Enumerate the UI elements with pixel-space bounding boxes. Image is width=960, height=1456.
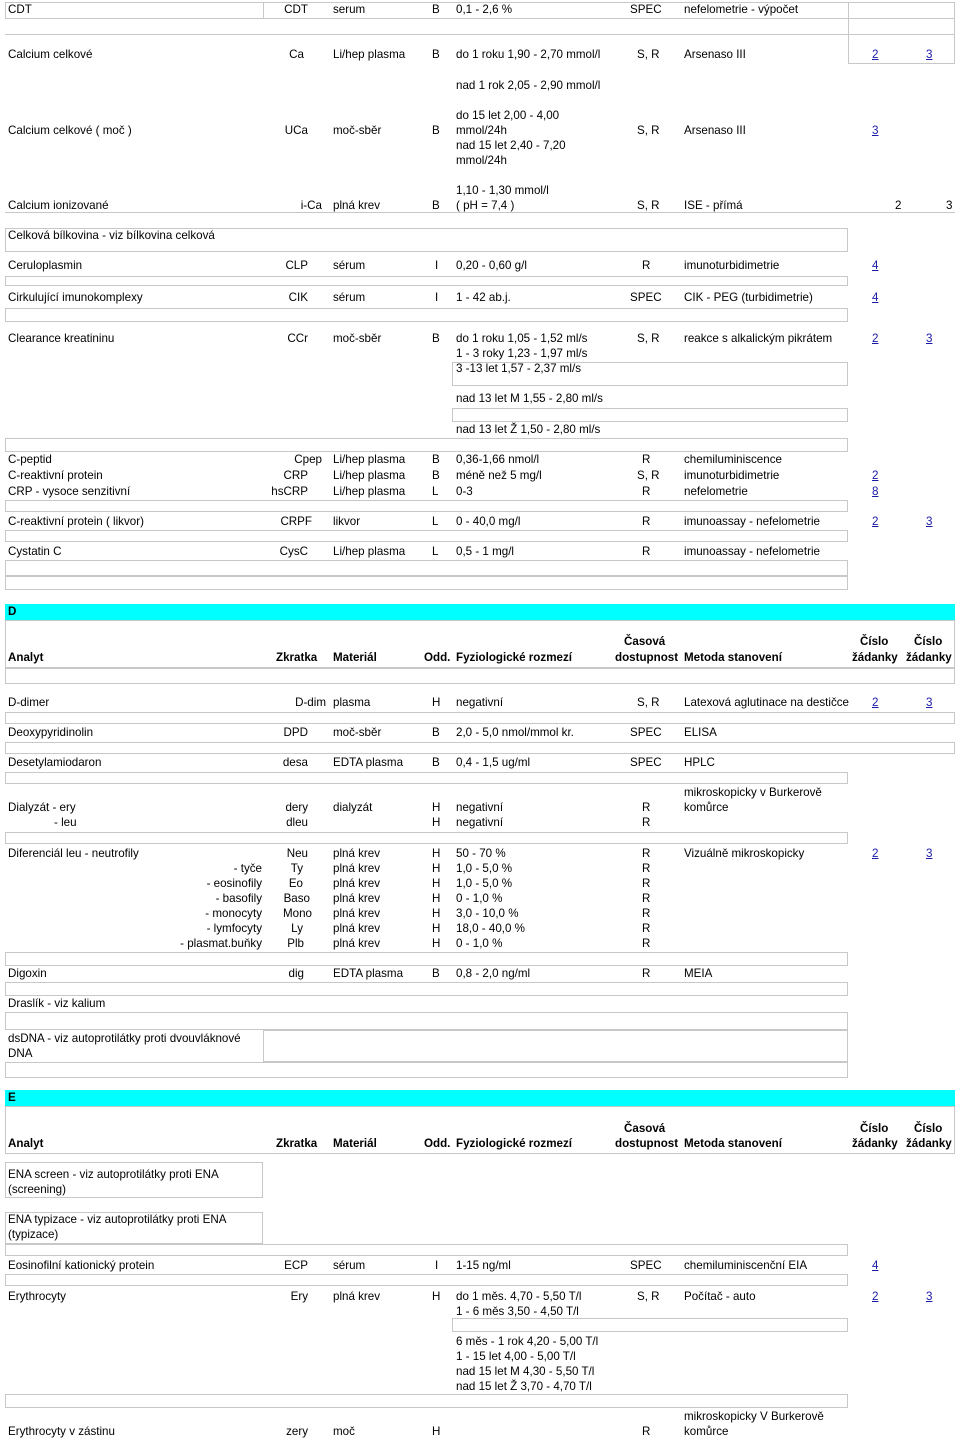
- row-ly-time: R: [642, 922, 651, 935]
- row-crpf-time: R: [642, 515, 651, 528]
- row-eo-time: R: [642, 877, 651, 890]
- row-eo-odd: H: [432, 877, 441, 890]
- row-zery-material: moč: [333, 1425, 355, 1438]
- grid-cell: [5, 1394, 848, 1408]
- grid-cell: [5, 668, 955, 684]
- col-header-e-analyt: Analyt: [8, 1137, 44, 1150]
- row-dleu-abbr: dleu: [286, 816, 308, 829]
- row-plb-abbr: Plb: [287, 937, 304, 950]
- row-cdt-material: serum: [333, 3, 366, 16]
- grid-cell: [5, 982, 848, 996]
- row-uca-ref-d: mmol/24h: [456, 154, 507, 167]
- row-baso-ref: 0 - 1,0 %: [456, 892, 503, 905]
- row-neu-ref: 50 - 70 %: [456, 847, 506, 860]
- row-ccr-name: Clearance kreatininu: [8, 332, 115, 345]
- row-crpf-name: C-reaktivní protein ( likvor): [8, 515, 144, 528]
- row-crp-abbr: CRP: [283, 469, 308, 482]
- row-uca-ref-c: nad 15 let 2,40 - 7,20: [456, 139, 566, 152]
- row-neu-abbr: Neu: [286, 847, 308, 860]
- row-ty-time: R: [642, 862, 651, 875]
- row-ca-abbr: Ca: [289, 48, 304, 61]
- row-crp-method: imunoturbidimetrie: [684, 469, 780, 482]
- row-crpf-request-link-2[interactable]: 3: [926, 515, 933, 528]
- row-ery-material: plná krev: [333, 1290, 381, 1303]
- row-cpep-name: C-peptid: [8, 453, 52, 466]
- row-crpf-material: likvor: [333, 515, 361, 528]
- row-ica-name: Calcium ionizované: [8, 199, 109, 212]
- row-ecp-request-link-1[interactable]: 4: [872, 1259, 879, 1272]
- row-baso-name: - basofily: [215, 892, 262, 905]
- col-header-material: Materiál: [333, 651, 377, 664]
- row-ddim-odd: H: [432, 696, 441, 709]
- row-ery-ref-6: nad 15 let Ž 3,70 - 4,70 T/l: [456, 1380, 592, 1393]
- row-dsdna-name-a: dsDNA - viz autoprotilátky proti dvouvláknové: [8, 1032, 241, 1045]
- row-zery-abbr: zery: [286, 1425, 308, 1438]
- row-ery-request-link-2[interactable]: 3: [926, 1290, 933, 1303]
- row-cdt-time: SPEC: [630, 3, 662, 16]
- row-plb-ref: 0 - 1,0 %: [456, 937, 503, 950]
- grid-line: [263, 2, 264, 18]
- row-ccr-request-link-2[interactable]: 3: [926, 332, 933, 345]
- row-dery-abbr: dery: [285, 801, 308, 814]
- row-ca-request-link-2[interactable]: 3: [926, 48, 933, 61]
- row-ccr-ref-4: nad 13 let M 1,55 - 2,80 ml/s: [456, 392, 603, 405]
- row-ery-ref-2: 1 - 6 měs 3,50 - 4,50 T/l: [456, 1305, 579, 1318]
- row-hscrp-time: R: [642, 485, 651, 498]
- row-cysc-material: Li/hep plasma: [333, 545, 406, 558]
- row-ecp-abbr: ECP: [284, 1259, 308, 1272]
- row-uca-material: moč-sběr: [333, 124, 382, 137]
- row-dig-name: Digoxin: [8, 967, 47, 980]
- row-cdt-ref: 0,1 - 2,6 %: [456, 3, 513, 16]
- row-ddim-request-link-2[interactable]: 3: [926, 696, 933, 709]
- row-dig-odd: B: [432, 967, 440, 980]
- row-hscrp-ref: 0-3: [456, 485, 473, 498]
- row-clp-name: Ceruloplasmin: [8, 259, 83, 272]
- row-ly-name: - lymfocyty: [206, 922, 262, 935]
- row-ddim-name: D-dimer: [8, 696, 50, 709]
- row-ca-odd: B: [432, 48, 440, 61]
- row-dpd-name: Deoxypyridinolin: [8, 726, 94, 739]
- grid-cell: [5, 276, 848, 286]
- row-cpep-odd: B: [432, 453, 440, 466]
- row-celk-name: Celková bílkovina - viz bílkovina celková: [8, 229, 215, 242]
- row-cdt-method: nefelometrie - výpočet: [684, 3, 799, 16]
- row-dleu-ref: negativní: [456, 816, 504, 829]
- row-desa-time: SPEC: [630, 756, 662, 769]
- row-hscrp-request-link-1[interactable]: 8: [872, 485, 879, 498]
- row-desa-name: Desetylamiodaron: [8, 756, 102, 769]
- row-ica-method: ISE - přímá: [684, 199, 743, 212]
- row-crpf-abbr: CRPF: [280, 515, 312, 528]
- row-dpd-ref: 2,0 - 5,0 nmol/mmol kr.: [456, 726, 574, 739]
- col-header-time-l2: dostupnost: [615, 651, 679, 664]
- row-neu-material: plná krev: [333, 847, 381, 860]
- row-baso-material: plná krev: [333, 892, 381, 905]
- row-ery-request-link-1[interactable]: 2: [872, 1290, 879, 1303]
- row-ccr-abbr: CCr: [287, 332, 308, 345]
- row-ly-abbr: Ly: [291, 922, 303, 935]
- row-neu-method: Vizuálně mikroskopicky: [684, 847, 805, 860]
- grid-cell: [5, 1244, 848, 1256]
- row-mono-ref: 3,0 - 10,0 %: [456, 907, 519, 920]
- row-ca-ref: do 1 roku 1,90 - 2,70 mmol/l: [456, 48, 601, 61]
- row-neu-request-link-1[interactable]: 2: [872, 847, 879, 860]
- row-ccr-request-link-1[interactable]: 2: [872, 332, 879, 345]
- row-hscrp-material: Li/hep plasma: [333, 485, 406, 498]
- row-dpd-odd: B: [432, 726, 440, 739]
- row-dery-material: dialyzát: [333, 801, 373, 814]
- row-ica-request-2: 3: [946, 199, 953, 212]
- row-uca-ref-a: do 15 let 2,00 - 4,00: [456, 109, 560, 122]
- col-header-req2-l1: Číslo: [914, 635, 943, 648]
- grid-cell: [452, 1318, 848, 1332]
- row-crpf-odd: L: [432, 515, 439, 528]
- row-ccr-odd: B: [432, 332, 440, 345]
- row-ddim-method: Latexová aglutinace na destičce: [684, 696, 850, 709]
- row-dery-time: R: [642, 801, 651, 814]
- row-uca-request-link-1[interactable]: 3: [872, 124, 879, 137]
- row-ery-method: Počítač - auto: [684, 1290, 756, 1303]
- row-ty-material: plná krev: [333, 862, 381, 875]
- row-crp-request-link-1[interactable]: 2: [872, 469, 879, 482]
- row-dpd-abbr: DPD: [283, 726, 308, 739]
- row-ica-ref-a: 1,10 - 1,30 mmol/l: [456, 184, 549, 197]
- row-ty-name: - tyče: [233, 862, 262, 875]
- grid-cell: [263, 1030, 848, 1062]
- row-hscrp-abbr: hsCRP: [271, 485, 308, 498]
- row-hscrp-odd: L: [432, 485, 439, 498]
- row-crp-ref: méně než 5 mg/l: [456, 469, 542, 482]
- grid-cell: [5, 576, 848, 590]
- row-cysc-time: R: [642, 545, 651, 558]
- row-ery-ref-5: nad 15 let M 4,30 - 5,50 T/l: [456, 1365, 595, 1378]
- row-cik-abbr: CIK: [288, 291, 308, 304]
- row-enas-name-a: ENA screen - viz autoprotilátky proti ENA: [8, 1168, 219, 1181]
- row-cysc-abbr: CysC: [279, 545, 308, 558]
- row-zery-name: Erythrocyty v zástinu: [8, 1425, 115, 1438]
- row-crpf-ref: 0 - 40,0 mg/l: [456, 515, 521, 528]
- row-uca-abbr: UCa: [284, 124, 308, 137]
- row-dery-method-a: mikroskopicky v Burkerově: [684, 786, 822, 799]
- row-neu-name: Diferenciál leu - neutrofily: [8, 847, 139, 860]
- row-ca-time: S, R: [637, 48, 660, 61]
- row-ty-abbr: Ty: [290, 862, 303, 875]
- row-ly-material: plná krev: [333, 922, 381, 935]
- row-ccr-method: reakce s alkalickým pikrátem: [684, 332, 833, 345]
- row-ddim-time: S, R: [637, 696, 660, 709]
- grid-cell: [5, 832, 848, 844]
- row-mono-odd: H: [432, 907, 441, 920]
- row-ty-odd: H: [432, 862, 441, 875]
- row-eo-material: plná krev: [333, 877, 381, 890]
- row-ca-name: Calcium celkové: [8, 48, 93, 61]
- row-clp-abbr: CLP: [285, 259, 308, 272]
- row-ccr-ref-2: 1 - 3 roky 1,23 - 1,97 ml/s: [456, 347, 588, 360]
- row-ecp-material: sérum: [333, 1259, 366, 1272]
- col-header-e-time-l1: Časová: [624, 1122, 666, 1135]
- grid-cell: [5, 500, 848, 512]
- row-uca-method: Arsenaso III: [684, 124, 746, 137]
- row-mono-time: R: [642, 907, 651, 920]
- grid-cell: [5, 1062, 848, 1078]
- row-desa-abbr: desa: [282, 756, 308, 769]
- row-hscrp-name: CRP - vysoce senzitivní: [8, 485, 131, 498]
- row-dig-time: R: [642, 967, 651, 980]
- grid-cell: [5, 1012, 848, 1030]
- row-desa-material: EDTA plasma: [333, 756, 404, 769]
- row-crp-time: S, R: [637, 469, 660, 482]
- row-dig-abbr: dig: [288, 967, 304, 980]
- row-dig-ref: 0,8 - 2,0 ng/ml: [456, 967, 531, 980]
- row-baso-abbr: Baso: [283, 892, 310, 905]
- grid-cell: [848, 2, 955, 64]
- col-header-e-time-l2: dostupnost: [615, 1137, 679, 1150]
- row-ica-abbr: i-Ca: [300, 199, 322, 212]
- row-dleu-odd: H: [432, 816, 441, 829]
- row-ca-ref-2: nad 1 rok 2,05 - 2,90 mmol/l: [456, 79, 601, 92]
- row-baso-time: R: [642, 892, 651, 905]
- row-zery-odd: H: [432, 1425, 441, 1438]
- row-eo-name: - eosinofily: [206, 877, 262, 890]
- row-ica-ref-b: ( pH = 7,4 ): [456, 199, 515, 212]
- row-cpep-time: R: [642, 453, 651, 466]
- row-crpf-method: imunoassay - nefelometrie: [684, 515, 820, 528]
- col-header-req2-l2: žádanky: [906, 651, 952, 664]
- grid-cell: [5, 530, 848, 542]
- row-ccr-ref-5: nad 13 let Ž 1,50 - 2,80 ml/s: [456, 423, 601, 436]
- row-eo-abbr: Eo: [288, 877, 303, 890]
- row-cpep-abbr: Cpep: [294, 453, 322, 466]
- section-e-header: [5, 1090, 955, 1106]
- row-ca-method: Arsenaso III: [684, 48, 746, 61]
- row-dsdna-name-b: DNA: [8, 1047, 33, 1060]
- row-ly-ref: 18,0 - 40,0 %: [456, 922, 525, 935]
- row-crp-material: Li/hep plasma: [333, 469, 406, 482]
- col-header-e-zkratka: Zkratka: [276, 1137, 318, 1150]
- row-ca-material: Li/hep plasma: [333, 48, 406, 61]
- grid-cell: [5, 438, 848, 452]
- row-plb-time: R: [642, 937, 651, 950]
- grid-cell: [452, 408, 848, 422]
- row-ery-ref: do 1 měs. 4,70 - 5,50 T/l: [456, 1290, 582, 1303]
- col-header-odd: Odd.: [424, 651, 451, 664]
- row-cdt-odd: B: [432, 3, 440, 16]
- col-header-e-ref: Fyziologické rozmezí: [456, 1137, 572, 1150]
- row-crp-name: C-reaktivní protein: [8, 469, 103, 482]
- row-neu-time: R: [642, 847, 651, 860]
- row-dery-name: Dialyzát - ery: [8, 801, 76, 814]
- row-clp-request-link-1[interactable]: 4: [872, 259, 879, 272]
- row-mono-name: - monocyty: [205, 907, 262, 920]
- col-header-req1-l1: Číslo: [860, 635, 889, 648]
- row-crpf-request-link-1[interactable]: 2: [872, 515, 879, 528]
- row-clp-method: imunoturbidimetrie: [684, 259, 780, 272]
- row-mono-abbr: Mono: [282, 907, 312, 920]
- col-header-req1-l2: žádanky: [852, 651, 898, 664]
- grid-cell: [5, 772, 848, 784]
- row-dery-ref: negativní: [456, 801, 504, 814]
- row-ery-ref-3: 6 měs - 1 rok 4,20 - 5,00 T/l: [456, 1335, 599, 1348]
- row-hscrp-method: nefelometrie: [684, 485, 748, 498]
- row-cpep-ref: 0,36-1,66 nmol/l: [456, 453, 540, 466]
- row-ica-request-1: 2: [895, 199, 902, 212]
- row-cpep-method: chemiluminiscence: [684, 453, 782, 466]
- row-ecp-name: Eosinofilní kationický protein: [8, 1259, 155, 1272]
- row-crp-odd: B: [432, 469, 440, 482]
- row-ccr-ref-3: 3 -13 let 1,57 - 2,37 ml/s: [456, 362, 582, 375]
- section-d-label: D: [8, 605, 17, 618]
- row-enat-name-b: (typizace): [8, 1228, 59, 1241]
- row-ecp-time: SPEC: [630, 1259, 662, 1272]
- col-header-time-l1: Časová: [624, 635, 666, 648]
- row-desa-odd: B: [432, 756, 440, 769]
- row-plb-odd: H: [432, 937, 441, 950]
- row-cik-ref: 1 - 42 ab.j.: [456, 291, 511, 304]
- row-uca-odd: B: [432, 124, 440, 137]
- row-plb-material: plná krev: [333, 937, 381, 950]
- row-ery-odd: H: [432, 1290, 441, 1303]
- row-ly-odd: H: [432, 922, 441, 935]
- row-desa-ref: 0,4 - 1,5 ug/ml: [456, 756, 531, 769]
- row-enat-name-a: ENA typizace - viz autoprotilátky proti ENA: [8, 1213, 227, 1226]
- row-dery-odd: H: [432, 801, 441, 814]
- row-ddim-request-link-1[interactable]: 2: [872, 696, 879, 709]
- row-clp-ref: 0,20 - 0,60 g/l: [456, 259, 527, 272]
- row-cik-time: SPEC: [630, 291, 662, 304]
- col-header-e-material: Materiál: [333, 1137, 377, 1150]
- grid-cell: [5, 560, 848, 576]
- grid-cell: [5, 308, 848, 322]
- row-ecp-method: chemiluminiscenční EIA: [684, 1259, 808, 1272]
- row-ddim-ref: negativní: [456, 696, 504, 709]
- col-header-e-req2-l2: žádanky: [906, 1137, 952, 1150]
- grid-cell: [5, 952, 848, 966]
- row-dig-method: MEIA: [684, 967, 713, 980]
- row-cysc-name: Cystatin C: [8, 545, 62, 558]
- row-clp-odd: I: [435, 259, 439, 272]
- col-header-zkratka: Zkratka: [276, 651, 318, 664]
- row-neu-odd: H: [432, 847, 441, 860]
- row-plb-name: - plasmat.buňky: [180, 937, 262, 950]
- row-dery-method-b: komůrce: [684, 801, 729, 814]
- row-dleu-name: - leu: [54, 816, 77, 829]
- row-ery-time: S, R: [637, 1290, 660, 1303]
- grid-cell: [5, 742, 955, 754]
- row-ery-name: Erythrocyty: [8, 1290, 66, 1303]
- row-ica-time: S, R: [637, 199, 660, 212]
- row-cysc-odd: L: [432, 545, 439, 558]
- row-ecp-ref: 1-15 ng/ml: [456, 1259, 511, 1272]
- row-cik-material: sérum: [333, 291, 366, 304]
- row-cpep-material: Li/hep plasma: [333, 453, 406, 466]
- row-mono-material: plná krev: [333, 907, 381, 920]
- row-ery-abbr: Ery: [290, 1290, 308, 1303]
- col-header-e-odd: Odd.: [424, 1137, 451, 1150]
- row-uca-name: Calcium celkové ( moč ): [8, 124, 132, 137]
- row-zery-method-b: komůrce: [684, 1425, 729, 1438]
- row-dpd-material: moč-sběr: [333, 726, 382, 739]
- row-cdt-abbr: CDT: [284, 3, 308, 16]
- grid-line: [5, 2, 6, 18]
- row-cysc-method: imunoassay - nefelometrie: [684, 545, 820, 558]
- col-header-ref: Fyziologické rozmezí: [456, 651, 572, 664]
- row-ica-material: plná krev: [333, 199, 381, 212]
- row-uca-ref-b: mmol/24h: [456, 124, 507, 137]
- row-ddim-material: plasma: [333, 696, 371, 709]
- col-header-analyt: Analyt: [8, 651, 44, 664]
- grid-line: [5, 34, 955, 35]
- row-ty-ref: 1,0 - 5,0 %: [456, 862, 513, 875]
- row-ccr-material: moč-sběr: [333, 332, 382, 345]
- row-clp-time: R: [642, 259, 651, 272]
- col-header-method: Metoda stanovení: [684, 651, 782, 664]
- row-ccr-ref: do 1 roku 1,05 - 1,52 ml/s: [456, 332, 588, 345]
- section-e-label: E: [8, 1091, 16, 1104]
- col-header-e-method: Metoda stanovení: [684, 1137, 782, 1150]
- grid-cell: [5, 712, 955, 724]
- row-cik-method: CIK - PEG (turbidimetrie): [684, 291, 813, 304]
- row-cik-name: Cirkulující imunokomplexy: [8, 291, 143, 304]
- row-cdt-name: CDT: [8, 3, 32, 16]
- row-uca-time: S, R: [637, 124, 660, 137]
- row-neu-request-link-2[interactable]: 3: [926, 847, 933, 860]
- col-header-e-req2-l1: Číslo: [914, 1122, 943, 1135]
- row-dleu-time: R: [642, 816, 651, 829]
- row-ecp-odd: I: [435, 1259, 439, 1272]
- row-ccr-time: S, R: [637, 332, 660, 345]
- row-eo-ref: 1,0 - 5,0 %: [456, 877, 513, 890]
- row-zery-time: R: [642, 1425, 651, 1438]
- row-ddim-abbr: D-dim: [295, 696, 326, 709]
- row-dig-material: EDTA plasma: [333, 967, 404, 980]
- row-cysc-ref: 0,5 - 1 mg/l: [456, 545, 514, 558]
- row-cik-odd: I: [435, 291, 439, 304]
- row-enas-name-b: (screening): [8, 1183, 66, 1196]
- row-drasl-name: Draslík - viz kalium: [8, 997, 106, 1010]
- row-zery-method-a: mikroskopicky V Burkerově: [684, 1410, 824, 1423]
- row-dpd-time: SPEC: [630, 726, 662, 739]
- row-desa-method: HPLC: [684, 756, 715, 769]
- grid-cell: [5, 1274, 848, 1286]
- row-ica-odd: B: [432, 199, 440, 212]
- col-header-e-req1-l2: žádanky: [852, 1137, 898, 1150]
- row-ery-ref-4: 1 - 15 let 4,00 - 5,00 T/l: [456, 1350, 576, 1363]
- grid-line: [5, 18, 955, 19]
- section-d-header: [5, 604, 955, 620]
- row-ca-request-link-1[interactable]: 2: [872, 48, 879, 61]
- row-dpd-method: ELISA: [684, 726, 717, 739]
- row-baso-odd: H: [432, 892, 441, 905]
- row-cik-request-link-1[interactable]: 4: [872, 291, 879, 304]
- row-clp-material: sérum: [333, 259, 366, 272]
- col-header-e-req1-l1: Číslo: [860, 1122, 889, 1135]
